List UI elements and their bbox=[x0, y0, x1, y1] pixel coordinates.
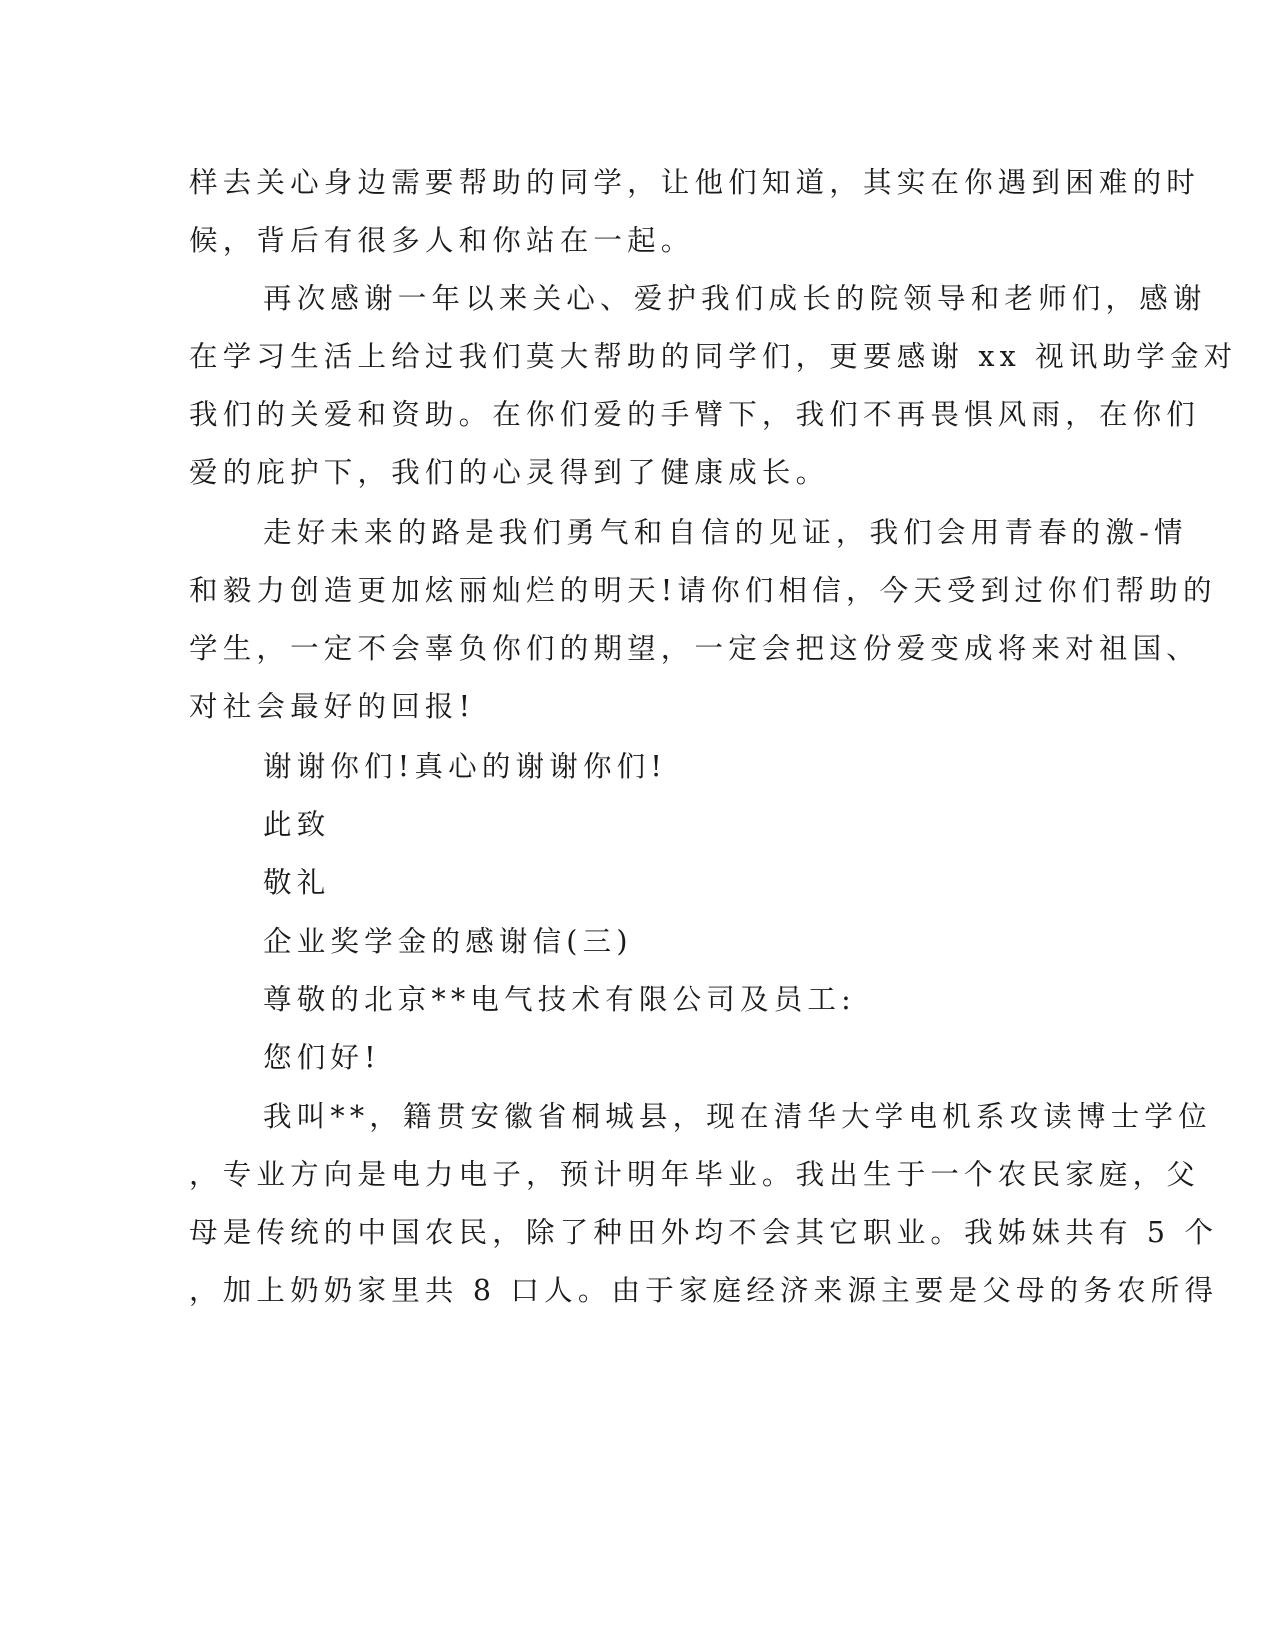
salutation-line: 敬礼 bbox=[263, 866, 331, 899]
text-line: 我们的关爱和资助。在你们爱的手臂下，我们不再畏惧风雨，在你们 bbox=[189, 398, 1201, 431]
closing-thanks-line: 谢谢你们!真心的谢谢你们! bbox=[263, 750, 668, 783]
addressee-line: 尊敬的北京**电气技术有限公司及员工: bbox=[263, 983, 856, 1016]
text-line: 在学习生活上给过我们莫大帮助的同学们，更要感谢 xx 视讯助学金对 bbox=[189, 340, 1238, 373]
text-line: ，专业方向是电力电子，预计明年毕业。我出生于一个农民家庭，父 bbox=[189, 1158, 1201, 1191]
text-line: 学生，一定不会辜负你们的期望，一定会把这份爱变成将来对祖国、 bbox=[189, 632, 1201, 665]
text-line: ，加上奶奶家里共 8 口人。由于家庭经济来源主要是父母的务农所得 bbox=[189, 1274, 1219, 1307]
text-line: 母是传统的中国农民，除了种田外均不会其它职业。我姊妹共有 5 个 bbox=[189, 1216, 1219, 1249]
text-line: 候，背后有很多人和你站在一起。 bbox=[189, 224, 695, 257]
salutation-line: 此致 bbox=[263, 808, 331, 841]
paragraph-start-line: 我叫**，籍贯安徽省桐城县，现在清华大学电机系攻读博士学位 bbox=[263, 1100, 1212, 1133]
letter-heading: 企业奖学金的感谢信(三) bbox=[263, 925, 633, 958]
paragraph-start-line: 走好未来的路是我们勇气和自信的见证，我们会用青春的激-情 bbox=[263, 516, 1188, 549]
greeting-line: 您们好! bbox=[263, 1041, 381, 1074]
text-line: 和毅力创造更加炫丽灿烂的明天!请你们相信，今天受到过你们帮助的 bbox=[189, 574, 1217, 607]
text-line: 对社会最好的回报! bbox=[189, 690, 476, 723]
paragraph-start-line: 再次感谢一年以来关心、爱护我们成长的院领导和老师们，感谢 bbox=[263, 282, 1207, 315]
text-line: 样去关心身边需要帮助的同学，让他们知道，其实在你遇到困难的时 bbox=[189, 166, 1201, 199]
text-line: 爱的庇护下，我们的心灵得到了健康成长。 bbox=[189, 456, 830, 489]
